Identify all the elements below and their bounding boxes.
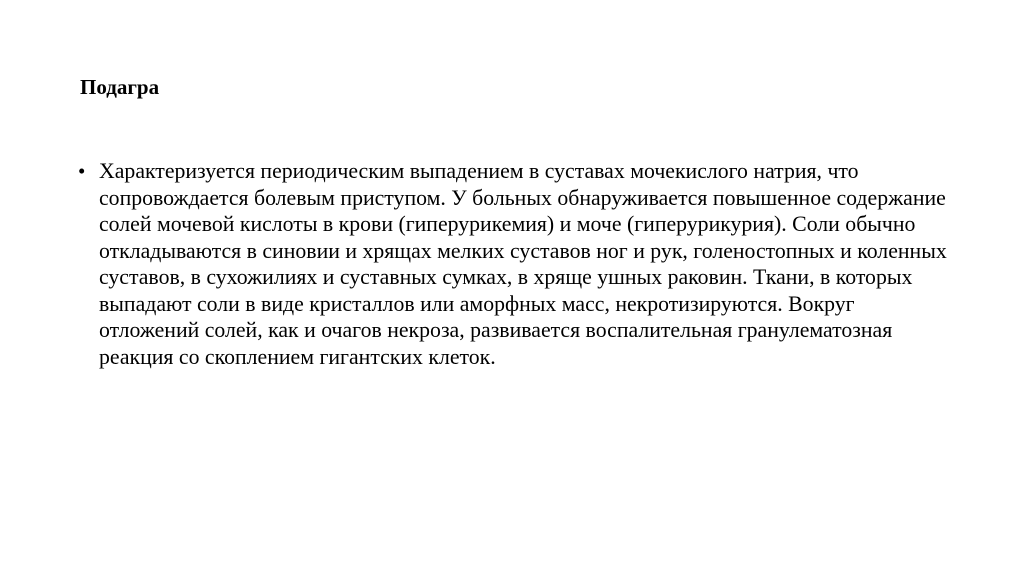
bullet-marker: • [78,159,86,183]
slide-title: Подагра [80,75,160,99]
bullet-item [78,158,958,370]
bullet-list [78,158,958,370]
bullet-text: Характеризуется периодическим выпадением в суставах мочекислого натрия, что сопровождается болевым приступом. У больных обнаруживается повышенное содержание солей мочевой кислоты в крови (гиперурикемия) и моче (гиперурикурия). Соли обычно откладываются в синовии и хрящах мелких суставов ног и рук, голеностопных и коленных суставов, в сухожилиях и суставных сумках, в хряще ушных раковин. Ткани, в которых выпадают соли в виде кристаллов или аморфных масс, некротизируются. Вокруг отложений солей, как и очагов некроза, развивается воспалительная гранулематозная реакция со скоплением гигантских клеток. [99,159,947,369]
